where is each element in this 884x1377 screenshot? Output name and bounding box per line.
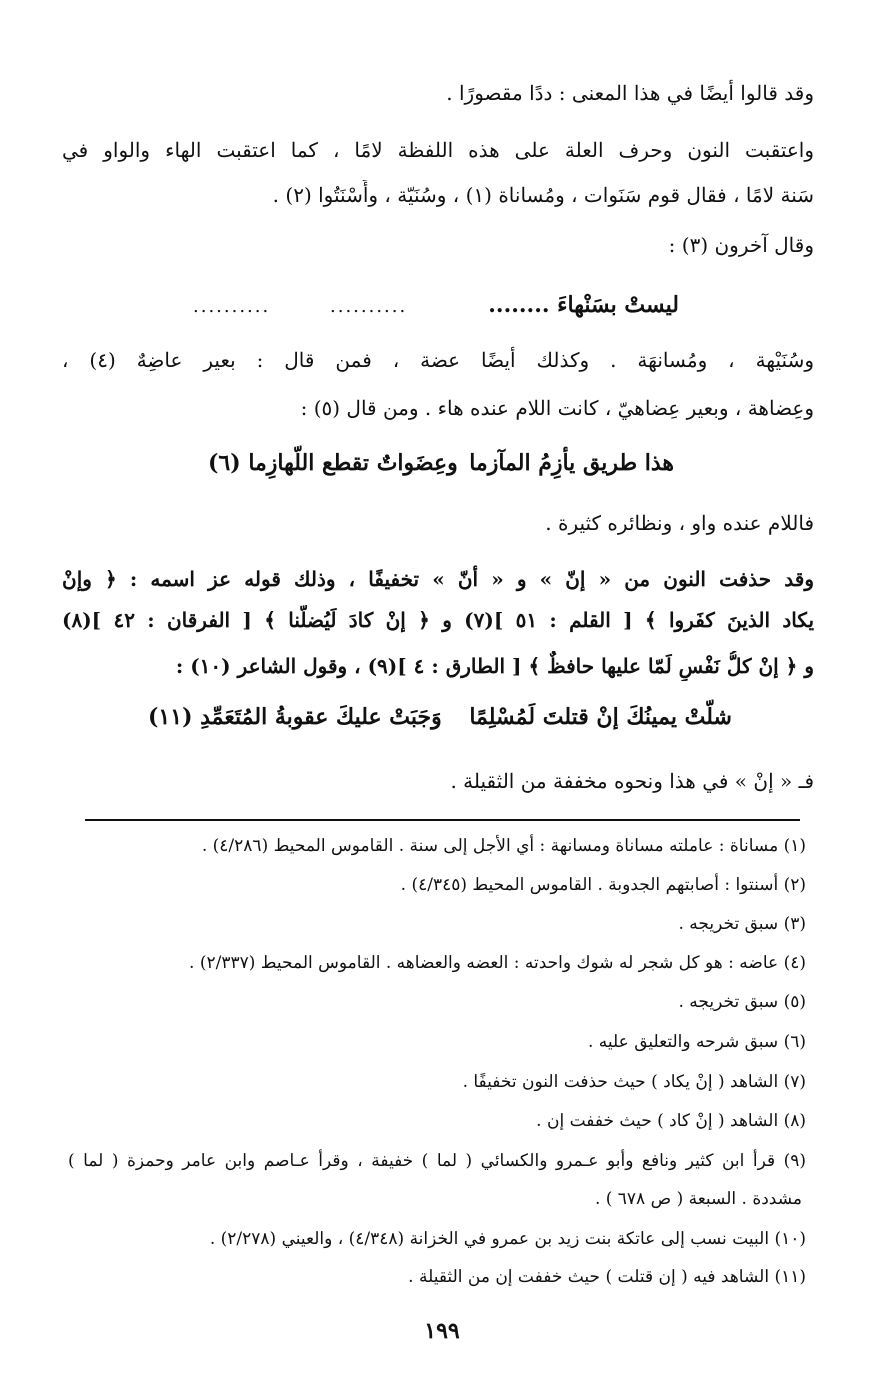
body-line-5: وسُنَيْهة ، ومُسانهَة . وكذلك أيضًا عضة ، فمن قال : بعير عاضِهٌ (٤) ، xyxy=(62,348,814,372)
verse-2-second-hemistich: وعِضَواتٌ تقطع اللّهازِما (٦) xyxy=(208,450,458,476)
footnote-1: (١) مساناة : عاملته مساناة ومسانهة : أي الأجل إلى سنة . القاموس المحيط (٤/٢٨٦) . xyxy=(201,836,806,856)
body-line-10: و ﴿ إنْ كلُّ نَفْسٍ لَمّا عليها حافظٌ ﴾ [ الطارق : ٤ ](٩) ، وقول الشاعر (١٠) : xyxy=(175,654,814,678)
footnote-2: (٢) أسنتوا : أصابتهم الجدوبة . القاموس المحيط (٤/٣٤٥) . xyxy=(400,875,806,895)
footnote-6: (٦) سبق شرحه والتعليق عليه . xyxy=(587,1032,806,1052)
body-line-7: فاللام عنده واو ، ونظائره كثيرة . xyxy=(545,511,814,535)
page-number: ١٩٩ xyxy=(424,1318,460,1344)
body-line-4: وقال آخرون (٣) : xyxy=(668,233,814,257)
footnote-separator xyxy=(85,819,800,821)
verse-3-first-hemistich: شلّتْ يمينُكَ إنْ قتلتَ لَمُسْلِمًا xyxy=(469,704,732,730)
verse-3-second-hemistich: وَجَبَتْ عليكَ عقوبةُ المُتَعَمِّدِ (١١) xyxy=(148,704,442,730)
footnote-10: (١٠) البيت نسب إلى عاتكة بنت زيد بن عمرو في الخزانة (٤/٣٤٨) ، والعيني (٢/٢٧٨) . xyxy=(209,1229,806,1249)
body-line-8: وقد حذفت النون من « إنّ » و « أنّ » تخفيفًا ، وذلك قوله عز اسمه : ﴿ وإنْ xyxy=(62,567,814,591)
footnote-8: (٨) الشاهد ( إنْ كاد ) حيث خففت إن . xyxy=(536,1111,806,1131)
body-line-9: يكاد الذينَ كفَروا ﴾ [ القلم : ٥١ ](٧) و ﴿ إنْ كادَ لَيُضلُّنا ﴾ [ الفرقان : ٤٢ ](٨) xyxy=(62,608,814,632)
body-line-1: وقد قالوا أيضًا في هذا المعنى : ددًا مقصورًا . xyxy=(446,81,814,105)
footnote-5: (٥) سبق تخريجه . xyxy=(678,992,806,1012)
footnote-7: (٧) الشاهد ( إنْ يكاد ) حيث حذفت النون تخفيفًا . xyxy=(462,1072,806,1092)
body-line-3: سَنة لامًا ، فقال قوم سَنَوات ، ومُساناة (١) ، وسُنَيّة ، وأَسْنَتُوا (٢) . xyxy=(272,183,814,207)
verse-1-dots-a: .......... xyxy=(330,296,408,317)
verse-1-dots-b: .......... xyxy=(193,296,271,317)
body-line-6: وعِضاهة ، وبعير عِضاهيّ ، كانت اللام عنده هاء . ومن قال (٥) : xyxy=(300,396,814,420)
footnote-11: (١١) الشاهد فيه ( إن قتلت ) حيث خففت إن من الثقيلة . xyxy=(408,1267,806,1287)
verse-1-first-hemistich: ليستْ بسَنْهاءَ ........ xyxy=(488,292,679,318)
footnote-3: (٣) سبق تخريجه . xyxy=(678,914,806,934)
verse-2-first-hemistich: هذا طريق يأزِمُ المآزما xyxy=(469,450,674,476)
footnote-9-continuation: مشددة . السبعة ( ص ٦٧٨ ) . xyxy=(594,1189,802,1209)
body-line-2: واعتقبت النون وحرف العلة على هذه اللفظة لامًا ، كما اعتقبت الهاء والواو في xyxy=(62,138,814,162)
body-line-11: فـ « إنْ » في هذا ونحوه مخففة من الثقيلة . xyxy=(450,769,814,793)
footnote-9: (٩) قرأ ابن كثير ونافع وأبو عـمرو والكسائي ( لما ) خفيفة ، وقرأ عـاصم وابن عامر وحمزة ( لما ) xyxy=(68,1151,806,1171)
footnote-4: (٤) عاضه : هو كل شجر له شوك واحدته : العضه والعضاهه . القاموس المحيط (٢/٣٣٧) . xyxy=(189,953,806,973)
